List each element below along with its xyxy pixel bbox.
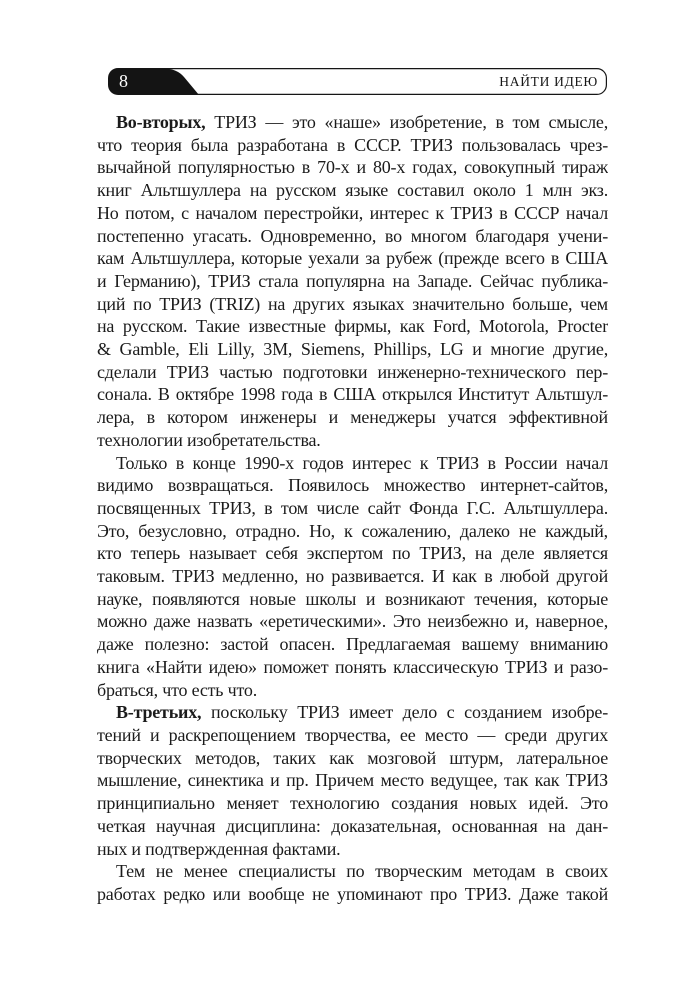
- text-line: работах редко или вообще не упоминают про ТРИЗ. Даже такой: [97, 883, 608, 904]
- text-line: постепенно угасать. Одновременно, во многом благодаря учени-: [97, 225, 608, 246]
- text-line: кам Альтшуллера, которые уехали за рубеж (прежде всего в США: [97, 248, 608, 269]
- running-header: [108, 68, 607, 95]
- text-line: мышление, синектика и пр. Причем место ведущее, так как ТРИЗ: [97, 770, 608, 791]
- text-line: таковым. ТРИЗ медленно, но развивается. И как в любой другой: [97, 566, 608, 587]
- bold-lead: Во-вторых,: [116, 112, 206, 132]
- paragraph-3: [97, 701, 608, 860]
- paragraph-4: [97, 860, 608, 905]
- text-line: творческих методов, таких как мозговой штурм, латеральное: [97, 747, 608, 768]
- text-line: тений и раскрепощением творчества, ее место — среди других: [97, 724, 608, 745]
- text-line: ных и подтвержденная фактами.: [97, 838, 341, 859]
- text-line: браться, что есть что.: [97, 679, 257, 700]
- page-number: 8: [119, 71, 128, 91]
- text-line: лера, в котором инженеры и менеджеры учатся эффективной: [97, 407, 608, 428]
- running-title: НАЙТИ ИДЕЮ: [499, 74, 598, 89]
- text-line: книга «Найти идею» поможет понять классическую ТРИЗ и разо-: [97, 656, 608, 677]
- paragraph-2: [97, 452, 608, 702]
- text-line: на русском. Такие известные фирмы, как Ford, Motorola, Procter: [97, 316, 608, 337]
- text-line-rest: поскольку ТРИЗ имеет дело с созданием изобре-: [201, 702, 608, 723]
- text-line: Тем не менее специалисты по творческим методам в своих: [116, 861, 608, 882]
- page-body-text: [97, 111, 608, 906]
- bold-lead: В-третьих,: [116, 702, 202, 723]
- text-line: сонала. В октябре 1998 года в США открылся Институт Альтшул-: [97, 384, 608, 405]
- text-line: четкая научная дисциплина: доказательная, основанная на дан-: [97, 815, 608, 836]
- text-line: что теория была разработана в СССР. ТРИЗ пользовалась чрез-: [97, 134, 608, 155]
- paragraph-1: [97, 111, 608, 452]
- text-line: ций по ТРИЗ (TRIZ) на других языках значительно больше, чем: [97, 293, 608, 314]
- text-line: кто теперь называет себя экспертом по ТРИЗ, на деле является: [97, 543, 608, 564]
- text-line-rest: ТРИЗ — это «наше» изобретение, в том смысле,: [205, 112, 608, 132]
- text-line: технологии изобретательства.: [97, 429, 321, 450]
- text-line: Но потом, с началом перестройки, интерес к ТРИЗ в СССР начал: [97, 202, 608, 223]
- text-line: видимо возвращаться. Появилось множество интернет-сайтов,: [97, 475, 608, 496]
- text-line: науке, появляются новые школы и возникают течения, которые: [97, 588, 608, 609]
- text-line: и Германию), ТРИЗ стала популярна на Западе. Сейчас публика-: [97, 270, 608, 291]
- text-line: сделали ТРИЗ частью подготовки инженерно-технического пер-: [97, 361, 608, 382]
- text-line: вычайной популярностью в 70-х и 80-х годах, совокупный тираж: [97, 157, 608, 178]
- text-line: [97, 701, 608, 724]
- text-line: принципиально меняет технологию создания новых идей. Это: [97, 793, 608, 814]
- text-line: книг Альтшуллера на русском языке составил около 1 млн экз.: [97, 180, 608, 201]
- text-line: Это, безусловно, отрадно. Но, к сожалению, далеко не каждый,: [97, 520, 608, 541]
- text-line: можно даже назвать «еретическими». Это неизбежно и, наверное,: [97, 611, 608, 632]
- text-line: посвященных ТРИЗ, в том числе сайт Фонда Г.С. Альтшуллера.: [97, 497, 608, 518]
- text-line: даже полезно: застой опасен. Предлагаемая вашему вниманию: [97, 634, 608, 655]
- text-line: Только в конце 1990-х годов интерес к ТРИЗ в России начал: [116, 452, 608, 473]
- text-line: & Gamble, Eli Lilly, 3M, Siemens, Phillips, LG и многие другие,: [97, 339, 608, 360]
- text-line: [97, 111, 608, 134]
